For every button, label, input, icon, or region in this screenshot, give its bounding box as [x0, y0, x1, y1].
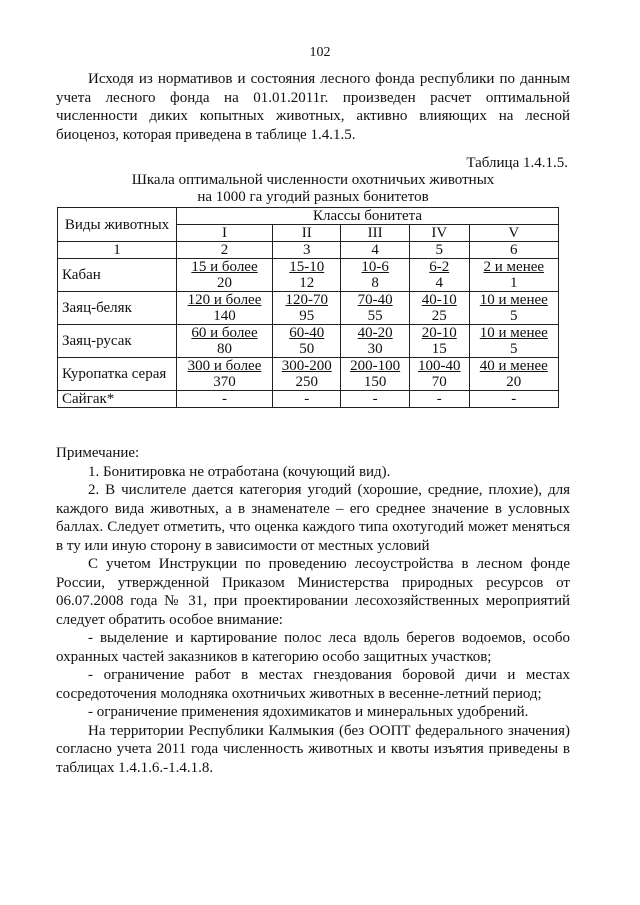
- note-line: 2. В числителе дается категория угодий (хорошие, средние, плохие), для каждого вида животных, а в знаменателе – его среднее значение в условных баллах. Следует отметить, что оценка каждого типа охотугодий может меняться в ту или иную сторону в зависимости от местных условий: [56, 482, 570, 554]
- cell-denominator: 95: [299, 308, 315, 324]
- table-row: [58, 325, 559, 358]
- species-name: Заяц-беляк: [58, 292, 177, 325]
- bonitet-cell: [469, 325, 558, 358]
- bonitet-cell: [469, 292, 558, 325]
- cell-denominator: 140: [213, 308, 236, 324]
- bonitet-cell: [273, 259, 341, 292]
- table-header-row: [58, 208, 559, 225]
- class-label: I: [177, 225, 273, 242]
- table-title: [56, 172, 570, 206]
- note-line: - выделение и картирование полос леса вдоль берегов водоемов, особо охранных частей заказников в категорию особо защитных участков;: [56, 630, 570, 665]
- cell-denominator: 25: [431, 308, 447, 324]
- bonitet-table: [57, 207, 559, 408]
- bonitet-cell: [177, 292, 273, 325]
- column-number: 3: [273, 242, 341, 259]
- cell-numerator: 10 и менее: [479, 292, 548, 308]
- cell-numerator: 40 и менее: [479, 358, 548, 374]
- cell-numerator: 6-2: [429, 259, 450, 275]
- table-body: [58, 259, 559, 408]
- class-label: II: [273, 225, 341, 242]
- table-row: [58, 259, 559, 292]
- cell-denominator: 8: [371, 275, 379, 291]
- bonitet-cell: [409, 259, 469, 292]
- cell-denominator: 70: [431, 374, 447, 390]
- bonitet-cell: [409, 325, 469, 358]
- bonitet-cell: [273, 325, 341, 358]
- cell-denominator: 370: [213, 374, 236, 390]
- species-name: Кабан: [58, 259, 177, 292]
- cell-denominator: 20: [506, 374, 522, 390]
- bonitet-cell: [273, 292, 341, 325]
- table-row: [58, 391, 559, 408]
- bonitet-cell: [341, 358, 409, 391]
- bonitet-cell: [469, 391, 558, 408]
- cell-denominator: 50: [299, 341, 315, 357]
- cell-numerator: -: [222, 391, 227, 407]
- cell-denominator: 15: [431, 341, 447, 357]
- cell-numerator: 40-10: [421, 292, 457, 308]
- cell-numerator: -: [436, 391, 442, 407]
- cell-numerator: 120 и более: [187, 292, 262, 308]
- note-line: - ограничение применения ядохимикатов и минеральных удобрений.: [88, 704, 529, 720]
- bonitet-cell: [273, 358, 341, 391]
- bonitet-cell: [341, 391, 409, 408]
- cell-denominator: 5: [510, 341, 518, 357]
- bonitet-cell: [409, 292, 469, 325]
- cell-numerator: 2 и менее: [483, 259, 545, 275]
- column-number: 4: [341, 242, 409, 259]
- cell-numerator: 300 и более: [187, 358, 262, 374]
- cell-numerator: 100-40: [417, 358, 461, 374]
- cell-denominator: 1: [510, 275, 518, 291]
- bonitet-cell: [341, 292, 409, 325]
- bonitet-cell: [177, 358, 273, 391]
- header-species: Виды животных: [58, 208, 177, 242]
- cell-denominator: 12: [299, 275, 315, 291]
- species-name: Куропатка серая: [58, 358, 177, 391]
- cell-numerator: 70-40: [357, 292, 393, 308]
- column-numbers-row: [58, 242, 559, 259]
- species-name: Сайгак*: [58, 391, 177, 408]
- header-classes: Классы бонитета: [177, 208, 559, 225]
- note-line: - ограничение работ в местах гнездования боровой дичи и местах сосредоточения молодняка охотничьих животных в весенне-летний период;: [56, 667, 570, 702]
- cell-numerator: 200-100: [350, 358, 401, 374]
- cell-denominator: 55: [367, 308, 383, 324]
- bonitet-cell: [469, 358, 558, 391]
- bonitet-cell: [341, 259, 409, 292]
- cell-numerator: 300-200: [281, 358, 332, 374]
- note-block: [56, 444, 570, 777]
- cell-numerator: -: [372, 391, 378, 407]
- table-title-line-2: на 1000 га угодий разных бонитетов: [197, 189, 429, 205]
- table-caption: Таблица 1.4.1.5.: [466, 155, 568, 171]
- cell-denominator: 80: [217, 341, 232, 357]
- cell-denominator: 20: [217, 275, 232, 291]
- table-title-line-1: Шкала оптимальной численности охотничьих животных: [131, 172, 495, 188]
- class-label: III: [341, 225, 409, 242]
- column-number: 6: [469, 242, 558, 259]
- bonitet-cell: [177, 325, 273, 358]
- cell-numerator: 60 и более: [191, 325, 258, 341]
- bonitet-cell: [177, 259, 273, 292]
- class-label: V: [469, 225, 558, 242]
- bonitet-cell: [177, 391, 273, 408]
- page-number: 102: [309, 45, 331, 60]
- cell-numerator: 10 и менее: [479, 325, 548, 341]
- cell-numerator: 60-40: [289, 325, 325, 341]
- note-line: На территории Республики Калмыкия (без ООПТ федерального значения) согласно учета 2011 года численность животных и квоты изъятия приведены в таблицах 1.4.1.6.-1.4.1.8.: [56, 722, 570, 776]
- cell-numerator: -: [304, 391, 310, 407]
- cell-numerator: 10-6: [361, 259, 389, 275]
- cell-numerator: 120-70: [285, 292, 328, 308]
- column-number: 2: [177, 242, 273, 259]
- cell-denominator: 150: [363, 374, 387, 390]
- table-row: [58, 292, 559, 325]
- note-line: 1. Бонитировка не отработана (кочующий вид).: [88, 463, 391, 480]
- bonitet-cell: [273, 391, 341, 408]
- bonitet-cell: [409, 358, 469, 391]
- bonitet-cell: [469, 259, 558, 292]
- cell-numerator: -: [511, 391, 517, 407]
- cell-numerator: 15 и более: [191, 259, 258, 275]
- bonitet-cell: [341, 325, 409, 358]
- class-label: IV: [409, 225, 469, 242]
- note-line: С учетом Инструкции по проведению лесоустройства в лесном фонде России, утвержденной Приказом Министерства природных ресурсов от 06.07.2008 года № 31, при проектировании лесохозяйственных мероприятий следует обратить особое внимание:: [56, 556, 570, 628]
- column-number: 5: [409, 242, 469, 259]
- cell-denominator: 250: [295, 374, 318, 390]
- bonitet-cell: [409, 391, 469, 408]
- cell-denominator: 5: [510, 308, 518, 324]
- cell-denominator: 4: [435, 275, 443, 291]
- cell-numerator: 15-10: [289, 259, 325, 275]
- column-number: 1: [58, 242, 177, 259]
- species-name: Заяц-русак: [58, 325, 177, 358]
- note-title: Примечание:: [56, 445, 140, 461]
- cell-numerator: 40-20: [357, 325, 393, 341]
- intro-paragraph: Исходя из нормативов и состояния лесного фонда республики по данным учета лесного фонда на 01.01.2011г. произведен расчет оптимальной численности диких копытных животных, активно влияющих на лесной биоценоз, которая приведена в таблице 1.4.1.5.: [56, 71, 570, 143]
- cell-denominator: 30: [367, 341, 383, 357]
- table-row: [58, 358, 559, 391]
- cell-numerator: 20-10: [421, 325, 457, 341]
